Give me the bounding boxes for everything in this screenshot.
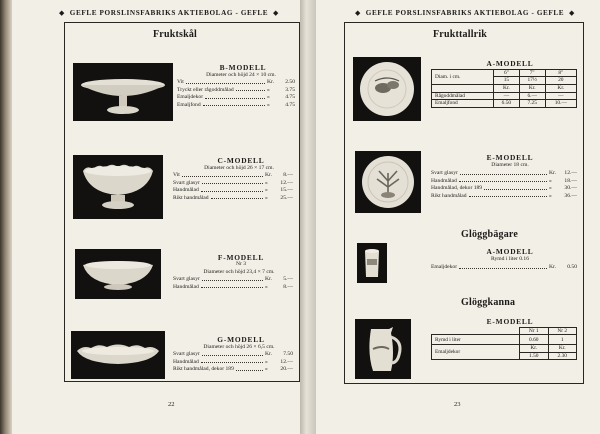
price-row: Svart glasyr Kr. 12.— xyxy=(431,170,577,177)
photo-fruktskal-f xyxy=(75,249,161,299)
diamond-ornament-icon: ◆ xyxy=(569,9,575,17)
row-label: Emaljdekor xyxy=(432,345,520,360)
table-row xyxy=(432,100,577,107)
book-gutter xyxy=(300,0,316,434)
price-row: Svart glasyr Kr. 5.— xyxy=(173,276,293,283)
price-row: Handmålad » 15.— xyxy=(173,187,293,194)
diameter-label: Diam. i cm. xyxy=(432,70,494,85)
price-row: Rikt handmålad » 36.— xyxy=(431,192,577,199)
running-header-right xyxy=(340,8,590,17)
price-cell: 6.50 xyxy=(494,100,520,107)
running-header-text: GEFLE PORSLINSFABRIKS AKTIEBOLAG - GEFLE xyxy=(365,9,565,17)
price-table-frukttallrik-a xyxy=(431,69,577,108)
price-row: Vit Kr. 8.— xyxy=(173,172,293,179)
price-cell: — xyxy=(494,92,520,99)
price-row: Rikt handmålad, dekor 189 » 20.— xyxy=(173,366,293,373)
price-row: Svart glasyr Kr. 7.50 xyxy=(173,351,293,358)
photo-gloggkanna xyxy=(355,319,411,379)
right-page xyxy=(316,0,600,434)
currency-cell: Kr. xyxy=(548,345,577,352)
price-cell: — xyxy=(545,92,576,99)
price-row: Emaljdekor Kr. 0.50 xyxy=(431,264,577,271)
photo-fruktskal-c xyxy=(73,155,163,219)
price-row: Rikt handmålad » 25.— xyxy=(173,194,293,201)
page-number-left: 22 xyxy=(168,401,175,408)
model-name-c: C-MODELL xyxy=(217,156,265,165)
model-name-frukttallrik-e: E-MODELL xyxy=(486,153,534,162)
price-row: Handmålad » 18.— xyxy=(431,177,577,184)
model-name-frukttallrik-a: A-MODELL xyxy=(486,59,534,68)
content-frame xyxy=(64,22,300,382)
diameter-cell: 15 xyxy=(494,77,520,84)
photo-gloggbagare xyxy=(357,243,387,283)
price-row: Emaljfond » 4.75 xyxy=(177,101,295,108)
size-cell: 8" xyxy=(545,70,576,77)
price-row: Handmålad » 12.— xyxy=(173,358,293,365)
model-name-g: G-MODELL xyxy=(217,335,265,344)
table-row xyxy=(432,84,577,92)
price-row: Tryckt eller rågoddmålad » 3.75 xyxy=(177,86,295,93)
diameter-cell: 17½ xyxy=(519,77,545,84)
currency-cell: Kr. xyxy=(545,84,576,92)
diamond-ornament-icon: ◆ xyxy=(273,9,279,17)
model-dimensions-f: Diameter och höjd 23,4 × 7 cm. xyxy=(203,269,275,275)
price-list-b xyxy=(177,78,295,108)
price-list-g xyxy=(173,350,293,372)
left-page xyxy=(12,0,300,434)
price-cell: 7.25 xyxy=(519,100,545,107)
table-row xyxy=(432,328,577,335)
section-heading-gloggkanna: Glöggkanna xyxy=(461,297,516,308)
model-dimensions-g: Diameter och höjd 26 × 6,5 cm. xyxy=(203,344,275,350)
diamond-ornament-icon: ◆ xyxy=(355,9,361,17)
photo-fruktskal-g xyxy=(71,331,165,379)
model-dimensions-c: Diameter och höjd 26 × 17 cm. xyxy=(204,165,274,171)
section-heading-gloggbagare: Glöggbägare xyxy=(461,229,519,240)
table-row xyxy=(432,92,577,99)
volume-cell: 1 xyxy=(548,335,577,345)
section-heading-fruktskal: Fruktskål xyxy=(153,29,198,40)
volume-gloggbagare: Rymd i liter 0.16 xyxy=(491,256,529,262)
table-row xyxy=(432,345,577,352)
row-label: Rymd i liter xyxy=(432,335,520,345)
model-dimensions-b: Diameter och höjd 24 × 10 cm. xyxy=(206,72,276,78)
running-header-left xyxy=(34,8,304,17)
column-header: Nr 1 xyxy=(520,328,549,335)
photo-frukttallrik-a xyxy=(353,57,421,121)
price-table-gloggkanna xyxy=(431,327,577,360)
model-dimensions-frukttallrik-e: Diameter 18 cm. xyxy=(491,162,529,168)
price-list-f xyxy=(173,275,293,290)
row-label: Emaljfond xyxy=(432,100,494,107)
model-name-f: F-MODELL xyxy=(217,253,265,262)
model-name-gloggkanna: E-MODELL xyxy=(486,317,534,326)
photo-fruktskal-b xyxy=(73,63,173,121)
row-label: Rågoddmålad xyxy=(432,92,494,99)
size-cell: 7" xyxy=(519,70,545,77)
running-header-text: GEFLE PORSLINSFABRIKS AKTIEBOLAG - GEFLE xyxy=(69,9,269,17)
model-name-gloggbagare: A-MODELL xyxy=(486,247,534,256)
section-heading-frukttallrik: Frukttallrik xyxy=(433,29,488,40)
price-cell: 10.— xyxy=(545,100,576,107)
price-list-gloggbagare xyxy=(431,263,577,270)
price-cell: 2.30 xyxy=(548,352,577,359)
price-row: Emaljdekor » 4.75 xyxy=(177,94,295,101)
price-list-frukttallrik-e xyxy=(431,169,577,199)
column-header: Nr 2 xyxy=(548,328,577,335)
model-subname-f: Nr 3 xyxy=(235,261,247,267)
model-name-b: B-MODELL xyxy=(219,63,267,72)
table-row xyxy=(432,70,577,77)
price-row: Handmålad » 8.— xyxy=(173,283,293,290)
currency-cell: Kr. xyxy=(519,84,545,92)
table-row xyxy=(432,335,577,345)
currency-cell: Kr. xyxy=(494,84,520,92)
size-cell: 6" xyxy=(494,70,520,77)
page-number-right: 23 xyxy=(454,401,461,408)
diamond-ornament-icon: ◆ xyxy=(59,9,65,17)
photo-frukttallrik-e xyxy=(355,151,421,213)
book-edge xyxy=(0,0,12,434)
volume-cell: 0.60 xyxy=(520,335,549,345)
price-cell: 6.— xyxy=(519,92,545,99)
price-row: Svart glasyr » 12.— xyxy=(173,179,293,186)
content-frame xyxy=(344,22,584,384)
price-row: Vit Kr. 2.50 xyxy=(177,79,295,86)
price-cell: 1.50 xyxy=(520,352,549,359)
price-list-c xyxy=(173,171,293,201)
currency-cell: Kr. xyxy=(520,345,549,352)
diameter-cell: 20 xyxy=(545,77,576,84)
price-row: Handmålad, dekor 189 » 30.— xyxy=(431,185,577,192)
